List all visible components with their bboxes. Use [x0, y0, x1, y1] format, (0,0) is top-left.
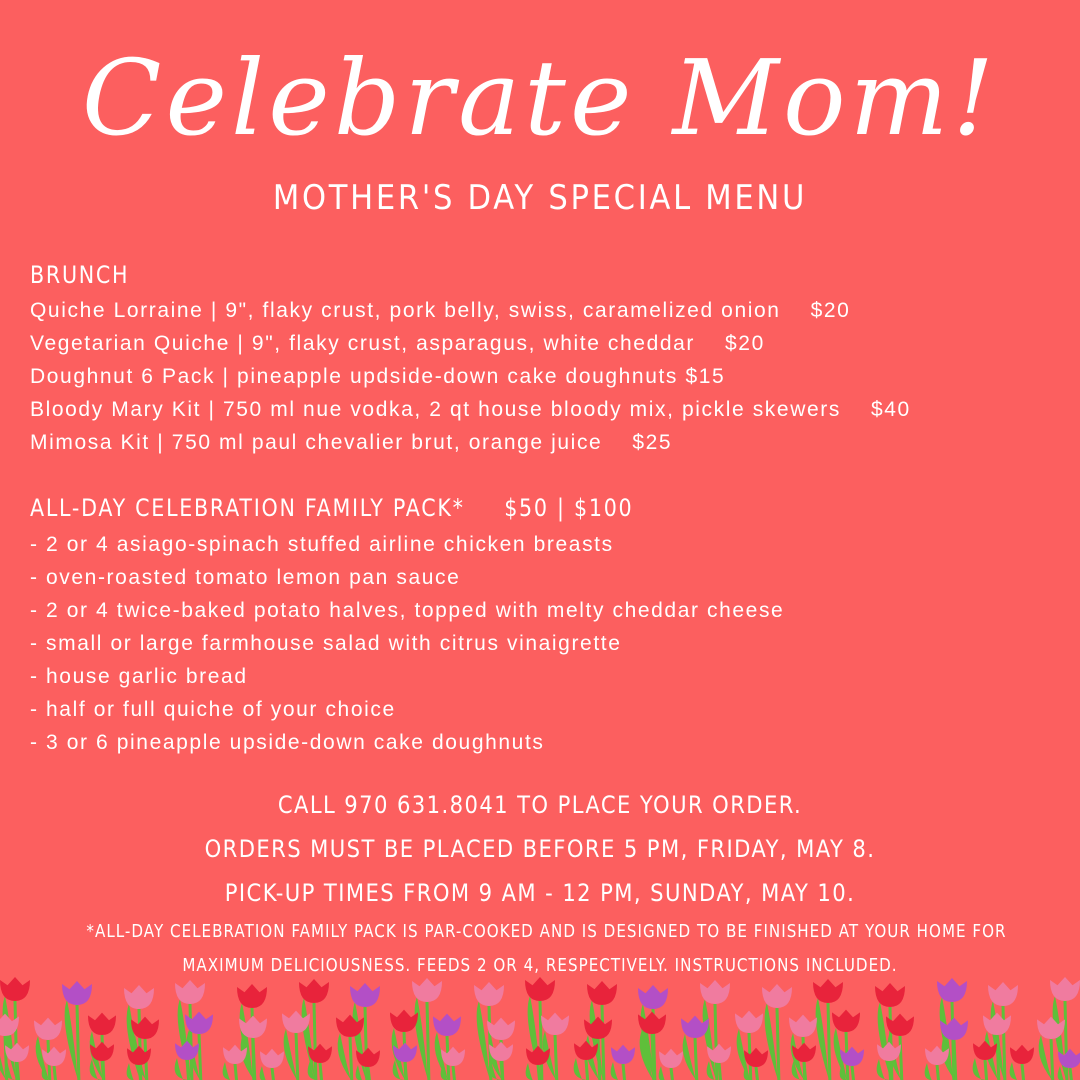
- order-deadline-line: ORDERS MUST BE PLACED BEFORE 5 PM, FRIDAY, MAY 8.: [204, 835, 876, 863]
- brunch-menu-item: [30, 426, 911, 459]
- item-description: | 750 ml paul chevalier brut, orange juice: [149, 431, 603, 454]
- item-name: Mimosa Kit: [30, 431, 150, 454]
- family-pack-item: - small or large farmhouse salad with citrus vinaigrette: [30, 632, 622, 655]
- item-description: | pineapple updside-down cake doughnuts: [215, 365, 679, 388]
- brunch-menu-list: [30, 294, 911, 459]
- item-name: Quiche Lorraine: [30, 299, 204, 322]
- family-pack-heading: [30, 490, 633, 526]
- item-name: Doughnut 6 Pack: [30, 365, 216, 388]
- footnote-line: *ALL-DAY CELEBRATION FAMILY PACK IS PAR-COOKED AND IS DESIGNED TO BE FINISHED AT YOUR HOME FOR: [86, 921, 1007, 942]
- page-subtitle: MOTHER'S DAY SPECIAL MENU: [272, 178, 808, 218]
- item-price: $20: [810, 299, 851, 322]
- family-pack-item: - 2 or 4 twice-baked potato halves, topped with melty cheddar cheese: [30, 599, 785, 622]
- item-name: Bloody Mary Kit: [30, 398, 202, 421]
- order-phone-line: CALL 970 631.8041 TO PLACE YOUR ORDER.: [277, 791, 803, 819]
- item-description: | 9", flaky crust, asparagus, white cheddar: [230, 332, 696, 355]
- tulip-border-illustration: [0, 960, 1080, 1080]
- item-description: | 9", flaky crust, pork belly, swiss, caramelized onion: [203, 299, 781, 322]
- page-title: Celebrate Mom!: [81, 37, 999, 159]
- brunch-menu-item: [30, 393, 911, 426]
- family-pack-item: - 3 or 6 pineapple upside-down cake doughnuts: [30, 731, 545, 754]
- family-pack-item: - half or full quiche of your choice: [30, 698, 396, 721]
- item-name: Vegetarian Quiche: [30, 332, 230, 355]
- item-price: $25: [632, 431, 673, 454]
- family-pack-price: $50 | $100: [504, 494, 634, 522]
- family-pack-item: - 2 or 4 asiago-spinach stuffed airline chicken breasts: [30, 533, 614, 556]
- brunch-menu-item: [30, 294, 911, 327]
- item-price: $15: [685, 365, 726, 388]
- item-price: $40: [870, 398, 911, 421]
- family-pack-title: ALL-DAY CELEBRATION FAMILY PACK*: [30, 494, 465, 522]
- item-price: $20: [725, 332, 765, 355]
- item-description: | 750 ml nue vodka, 2 qt house bloody mix, pickle skewers: [201, 398, 841, 421]
- family-pack-item: - house garlic bread: [30, 665, 248, 688]
- family-pack-item: - oven-roasted tomato lemon pan sauce: [30, 566, 461, 589]
- footnote-line: MAXIMUM DELICIOUSNESS. FEEDS 2 OR 4, RESPECTIVELY. INSTRUCTIONS INCLUDED.: [182, 955, 898, 976]
- family-pack-list: [30, 528, 784, 759]
- brunch-menu-item: [30, 360, 911, 393]
- pickup-times-line: PICK-UP TIMES FROM 9 AM - 12 PM, SUNDAY, MAY 10.: [224, 879, 856, 907]
- brunch-menu-item: [30, 327, 911, 360]
- brunch-heading: BRUNCH: [30, 261, 130, 289]
